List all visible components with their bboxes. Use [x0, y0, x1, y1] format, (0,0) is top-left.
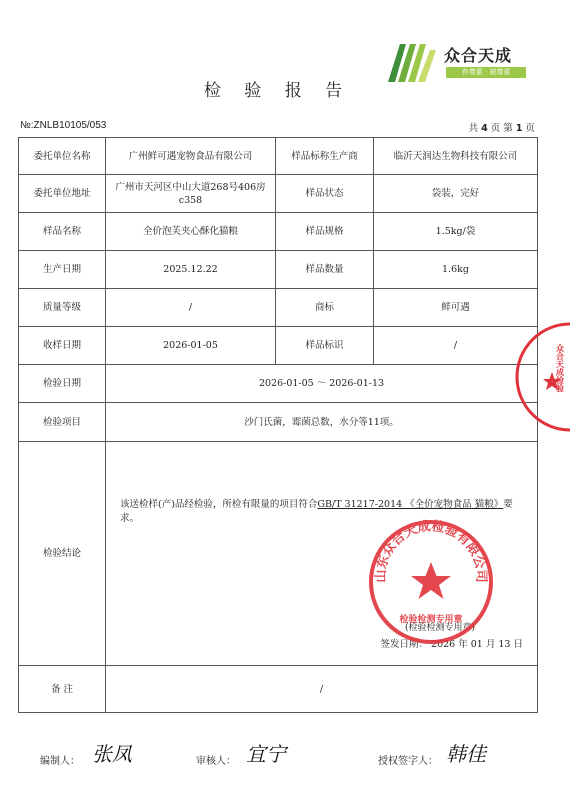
- client-label: 委托单位名称: [19, 138, 106, 175]
- spec-value: 1.5kg/袋: [374, 213, 538, 251]
- remark-label: 备 注: [19, 666, 106, 713]
- prod-date-value: 2025.12.22: [106, 251, 276, 289]
- qty-label: 样品数量: [276, 251, 374, 289]
- state-label: 样品状态: [276, 175, 374, 213]
- table-row: [19, 175, 538, 213]
- report-number: №:ZNLB10105/053: [20, 120, 107, 131]
- page-info: 共 4 页 第 1 页: [468, 123, 535, 134]
- svg-text:众合天成检验: 众合天成检验: [555, 344, 565, 392]
- inspection-seal-stamp: [367, 518, 495, 646]
- table-row: [19, 666, 538, 713]
- producer-label: 样品标称生产商: [276, 138, 374, 175]
- table-row: [19, 213, 538, 251]
- table-row: [19, 289, 538, 327]
- compiler-signature: 编制人： 张凤: [40, 752, 80, 767]
- compiler-signature-mark: 张凤: [92, 742, 132, 766]
- mark-label: 样品标识: [276, 327, 374, 365]
- test-date-label: 检验日期: [19, 365, 106, 403]
- test-date-value: 2026-01-05 ～ 2026-01-13: [106, 365, 538, 403]
- qty-value: 1.6kg: [374, 251, 538, 289]
- client-value: 广州鲜可遇宠物食品有限公司: [106, 138, 276, 175]
- remark-value: /: [106, 666, 538, 713]
- logo-brand-name: 众合天成: [444, 46, 513, 65]
- prod-date-label: 生产日期: [19, 251, 106, 289]
- conclusion-label: 检验结论: [19, 442, 106, 666]
- reviewer-signature: 审核人： 宜宁: [196, 752, 236, 767]
- conclusion-standard: GB/T 31217-2014 《全价宠物食品 猫粮》: [317, 499, 504, 510]
- table-row: [19, 403, 538, 442]
- seal-note: (检验检测专用章): [404, 623, 475, 633]
- grade-value: /: [106, 289, 276, 327]
- recv-date-label: 收样日期: [19, 327, 106, 365]
- table-row: [19, 365, 538, 403]
- spec-label: 样品规格: [276, 213, 374, 251]
- mark-value: /: [374, 327, 538, 365]
- test-items-label: 检验项目: [19, 403, 106, 442]
- sample-name-value: 全价泡芙夹心酥化猫粮: [106, 213, 276, 251]
- svg-text:山东众合天成检验有限公司: 山东众合天成检验有限公司: [373, 519, 489, 583]
- producer-value: 临沂天润达生物科技有限公司: [374, 138, 538, 175]
- conclusion-text: 该送检样(产)品经检验，所检有限量的项目符合GB/T 31217-2014 《全价宠物食品 猫粮》要求。: [120, 499, 513, 524]
- table-row: [19, 251, 538, 289]
- approver-signature-mark: 韩佳: [446, 742, 486, 766]
- svg-text:检验检测专用章: 检验检测专用章: [399, 615, 463, 625]
- brand-label: 商标: [276, 289, 374, 327]
- address-label: 委托单位地址: [19, 175, 106, 213]
- recv-date-value: 2026-01-05: [106, 327, 276, 365]
- grade-label: 质量等级: [19, 289, 106, 327]
- page-title: 检 验 报 告: [203, 81, 352, 101]
- sample-name-label: 样品名称: [19, 213, 106, 251]
- address-value: 广州市天河区中山大道268号406房c358: [106, 175, 276, 213]
- table-row: [19, 327, 538, 365]
- state-value: 袋装，完好: [374, 175, 538, 213]
- brand-value: 鲜可遇: [374, 289, 538, 327]
- issue-date: 签发日期： 2026 年 01 月 13 日: [380, 639, 523, 650]
- logo-slogan: 有尊重 · 被尊重: [446, 67, 526, 78]
- test-items-value: 沙门氏菌，霉菌总数，水分等11项。: [106, 403, 538, 442]
- page-edge-seal-stamp: [530, 322, 570, 432]
- table-row: [19, 138, 538, 175]
- reviewer-signature-mark: 宜宁: [246, 742, 286, 766]
- approver-signature: 授权签字人： 韩佳: [378, 752, 438, 767]
